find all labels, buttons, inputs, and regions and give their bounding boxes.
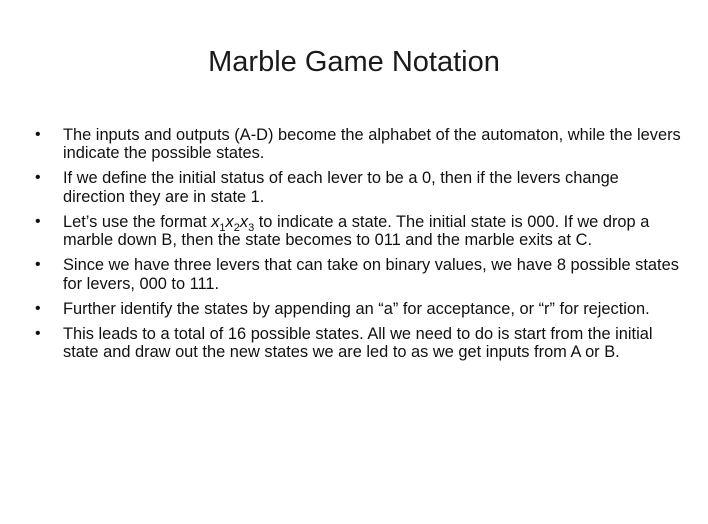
bullet-item	[35, 300, 685, 318]
bullet-dot-icon: •	[35, 212, 41, 230]
state-subscript: 2	[233, 221, 240, 234]
bullet-text: Since we have three levers that can take on binary values, we have 8 possible states for levers, 000 to 111.	[63, 256, 679, 293]
bullet-text: This leads to a total of 16 possible states. All we need to do is start from the initial state and draw out the new states we are led to as we get inputs from A or B.	[63, 324, 653, 362]
bullet-list	[35, 126, 685, 368]
bullet-item	[35, 126, 685, 163]
state-variable: x	[225, 212, 234, 231]
bullet-item	[35, 169, 685, 206]
state-variable: x	[239, 212, 249, 231]
bullet-dot-icon: •	[35, 126, 41, 143]
state-subscript: 1	[219, 221, 226, 234]
bullet-text: The inputs and outputs (A-D) become the alphabet of the automaton, while the levers indicate the possible states.	[63, 126, 681, 163]
bullet-dot-icon: •	[35, 324, 41, 342]
bullet-text: Let’s use the format	[63, 212, 212, 231]
bullet-item	[35, 213, 685, 250]
bullet-text: Further identify the states by appending an “a” for acceptance, or “r” for rejection.	[63, 299, 650, 318]
bullet-dot-icon: •	[35, 169, 41, 187]
bullet-text: If we define the initial status of each lever to be a 0, then if the levers change direction they are in state 1.	[63, 169, 619, 206]
bullet-item	[35, 325, 685, 362]
bullet-dot-icon: •	[35, 256, 41, 274]
state-subscript: 3	[248, 221, 255, 234]
bullet-dot-icon: •	[35, 299, 41, 317]
bullet-item	[35, 256, 685, 293]
bullet-text: to indicate a state. The initial state is 000. If we drop a marble down B, then the state becomes to 011 and the marble exits at C.	[63, 212, 650, 250]
state-variable: x	[211, 212, 220, 231]
slide-title: Marble Game Notation	[208, 46, 500, 78]
